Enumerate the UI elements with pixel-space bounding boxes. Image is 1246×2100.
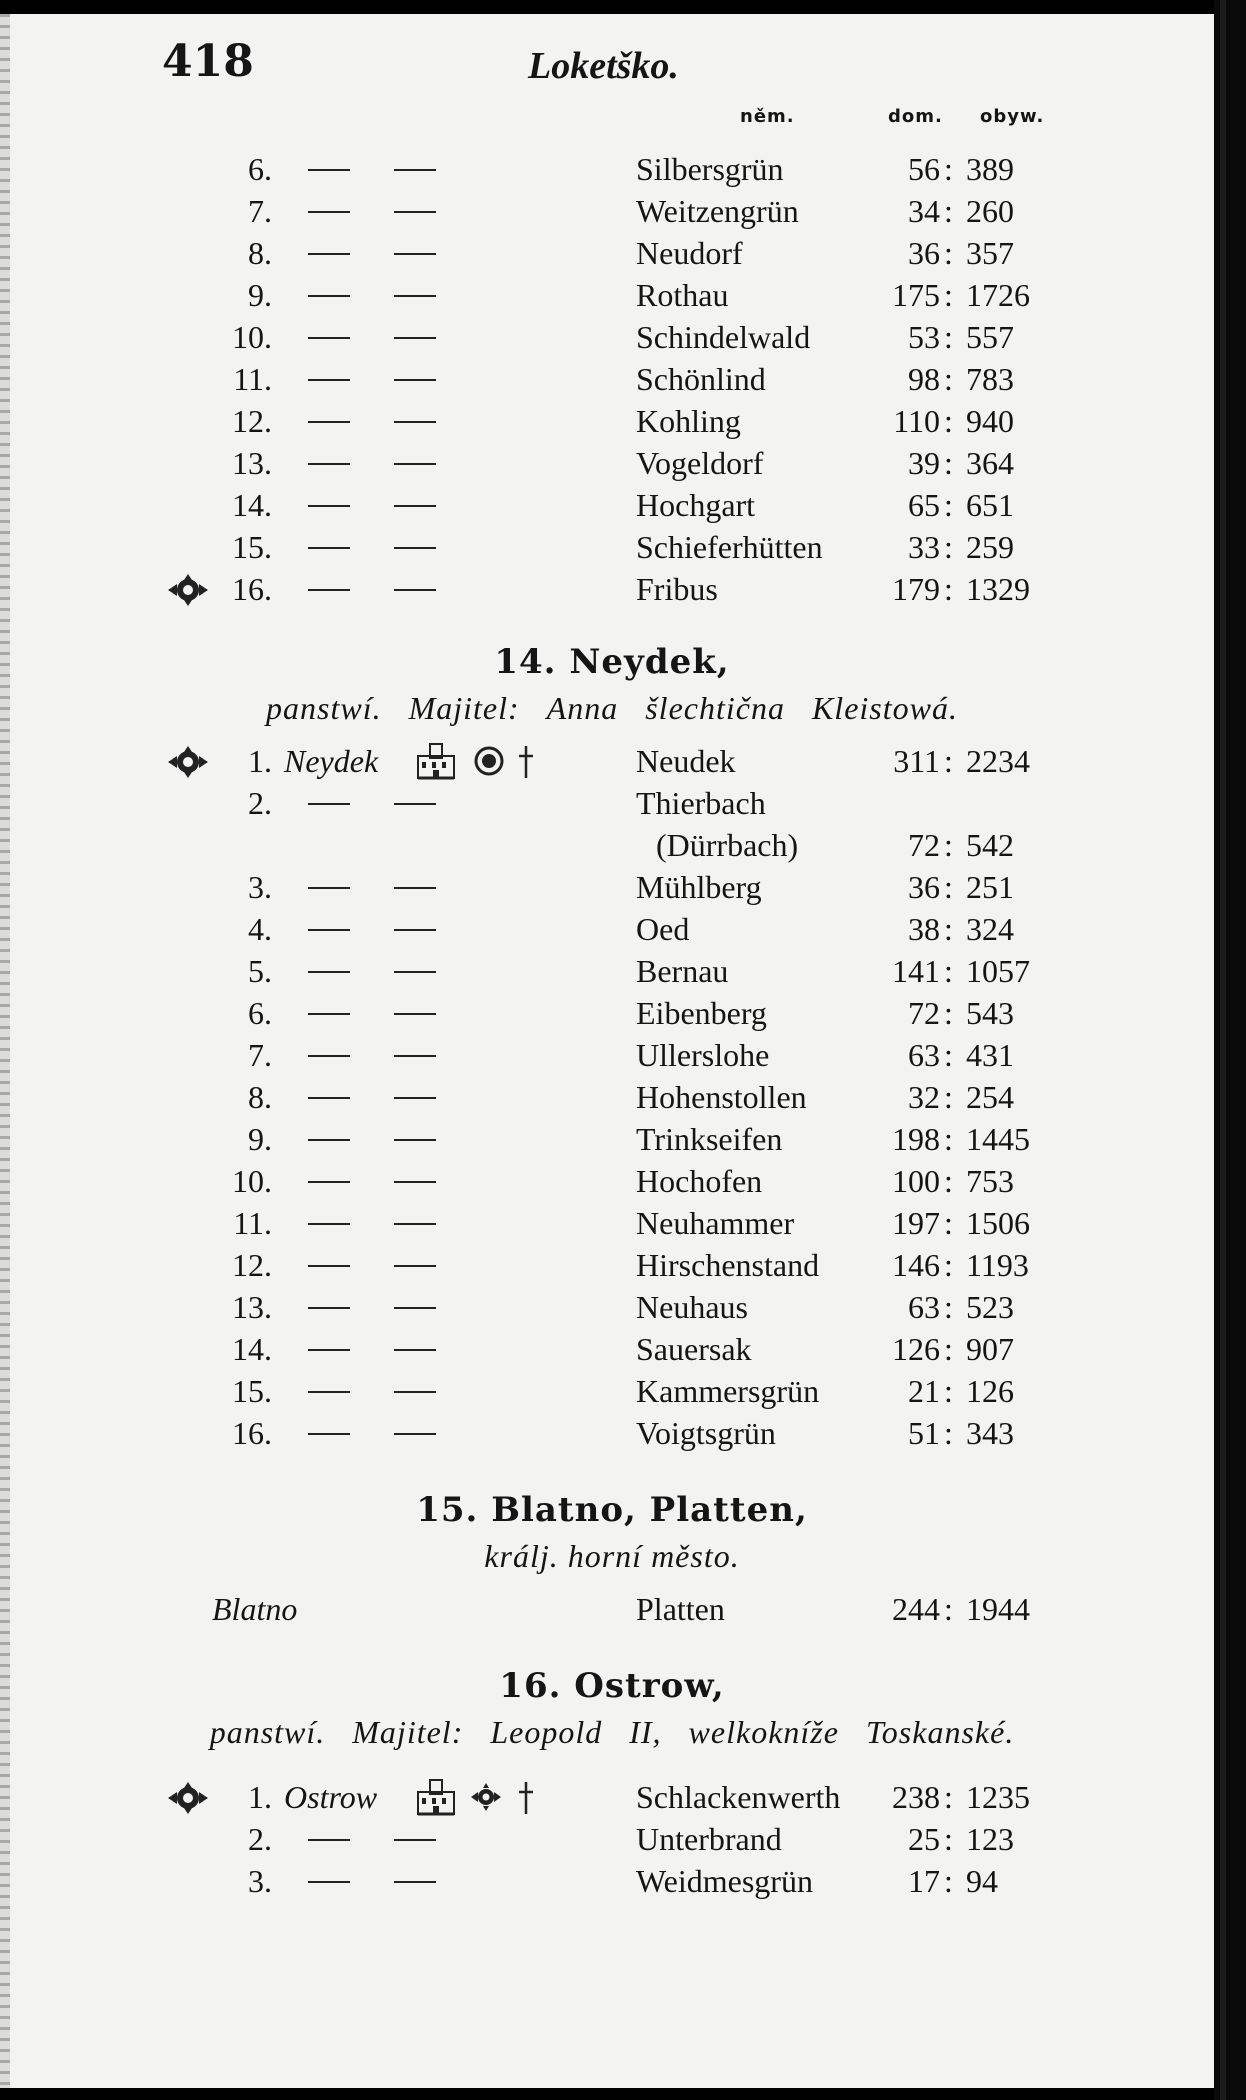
scan-border — [1214, 0, 1246, 2100]
german-name: Neudek — [636, 743, 736, 779]
ditto-dash — [394, 253, 436, 255]
ditto-dash — [308, 1055, 350, 1057]
german-name: Weitzengrün — [636, 193, 799, 229]
ditto-dash — [308, 1265, 350, 1267]
inhabitants-count: 260 — [966, 193, 1014, 229]
row-number: 3. — [248, 1863, 272, 1899]
separator: : — [944, 995, 953, 1031]
ditto-dash — [308, 1349, 350, 1351]
row-number: 8. — [248, 235, 272, 271]
german-name: Hochofen — [636, 1163, 763, 1199]
row-number: 15. — [232, 1373, 272, 1409]
separator: : — [944, 1779, 953, 1815]
place-row — [0, 442, 1224, 484]
column-header-houses: dom. — [888, 106, 943, 127]
ditto-dash — [394, 1181, 436, 1183]
separator: : — [944, 911, 953, 947]
binding-edge — [0, 14, 10, 2088]
ditto-dash — [394, 1433, 436, 1435]
ditto-dash — [308, 1391, 350, 1393]
inhabitants-count: 251 — [966, 869, 1014, 905]
place-row — [0, 232, 1224, 274]
separator: : — [944, 1331, 953, 1367]
section-15-title: 15. Blatno, Platten, — [416, 1490, 808, 1530]
german-name: Mühlberg — [636, 869, 762, 905]
german-name: Rothau — [636, 277, 729, 313]
inhabitants-count: 324 — [966, 911, 1014, 947]
houses-count: 33 — [908, 529, 940, 565]
houses-count: 244 — [892, 1591, 940, 1627]
ditto-dash — [308, 1881, 350, 1883]
separator: : — [944, 571, 953, 607]
inhabitants-count: 1057 — [966, 953, 1030, 989]
row-number: 10. — [232, 1163, 272, 1199]
inhabitants-count: 1193 — [966, 1247, 1029, 1283]
houses-count: 175 — [892, 277, 940, 313]
german-name: Neuhaus — [636, 1289, 748, 1325]
houses-count: 39 — [908, 445, 940, 481]
inhabitants-count: 254 — [966, 1079, 1014, 1115]
inhabitants-count: 907 — [966, 1331, 1014, 1367]
inhabitants-count: 557 — [966, 319, 1014, 355]
place-row-continued — [0, 824, 1224, 866]
ditto-dash — [308, 1223, 350, 1225]
sub-word: Majitel: — [408, 690, 520, 726]
place-row — [0, 866, 1224, 908]
german-name: Weidmesgrün — [636, 1863, 813, 1899]
ditto-dash — [394, 505, 436, 507]
running-title: Loketško. — [528, 45, 679, 87]
separator: : — [944, 193, 953, 229]
separator: : — [944, 277, 953, 313]
ditto-dash — [308, 1433, 350, 1435]
ditto-dash — [394, 887, 436, 889]
inhabitants-count: 1445 — [966, 1121, 1030, 1157]
place-row — [0, 908, 1224, 950]
row-number: 8. — [248, 1079, 272, 1115]
separator: : — [944, 319, 953, 355]
sub-word: welkokníže — [688, 1714, 839, 1750]
inhabitants-count: 357 — [966, 235, 1014, 271]
inhabitants-count: 1235 — [966, 1779, 1030, 1815]
houses-count: 126 — [892, 1331, 940, 1367]
inhabitants-count: 1329 — [966, 571, 1030, 607]
inhabitants-count: 542 — [966, 827, 1014, 863]
row-number: 7. — [248, 1037, 272, 1073]
separator: : — [944, 361, 953, 397]
ditto-dash — [308, 463, 350, 465]
german-name: Sauersak — [636, 1331, 752, 1367]
separator: : — [944, 445, 953, 481]
place-row — [0, 1034, 1224, 1076]
ditto-dash — [394, 211, 436, 213]
place-row — [0, 1202, 1224, 1244]
ditto-dash — [308, 169, 350, 171]
place-row — [0, 316, 1224, 358]
row-number: 15. — [232, 529, 272, 565]
houses-count: 36 — [908, 869, 940, 905]
ditto-dash — [308, 1097, 350, 1099]
row-number: 1. — [248, 1779, 272, 1815]
inhabitants-count: 940 — [966, 403, 1014, 439]
inhabitants-count: 126 — [966, 1373, 1014, 1409]
houses-count: 32 — [908, 1079, 940, 1115]
page-number: 418 — [162, 36, 254, 87]
houses-count: 25 — [908, 1821, 940, 1857]
separator: : — [944, 953, 953, 989]
ditto-dash — [394, 169, 436, 171]
place-row — [0, 358, 1224, 400]
ditto-dash — [308, 929, 350, 931]
ditto-dash — [308, 1181, 350, 1183]
section-16-owner-line — [0, 1714, 1224, 1751]
german-name: Fribus — [636, 571, 718, 607]
houses-count: 51 — [908, 1415, 940, 1451]
houses-count: 98 — [908, 361, 940, 397]
separator: : — [944, 1591, 953, 1627]
row-number: 9. — [248, 277, 272, 313]
separator: : — [944, 1415, 953, 1451]
place-row — [0, 274, 1224, 316]
sub-word: panstwí. — [266, 690, 382, 726]
cross-icon — [516, 742, 536, 780]
ditto-dash — [394, 1265, 436, 1267]
row-number: 9. — [248, 1121, 272, 1157]
houses-count: 179 — [892, 571, 940, 607]
inhabitants-count: 651 — [966, 487, 1014, 523]
ditto-dash — [308, 1307, 350, 1309]
ditto-dash — [308, 547, 350, 549]
ditto-dash — [394, 589, 436, 591]
row-number: 14. — [232, 1331, 272, 1367]
separator: : — [944, 1289, 953, 1325]
place-row — [0, 1328, 1224, 1370]
ditto-dash — [394, 1307, 436, 1309]
houses-count: 238 — [892, 1779, 940, 1815]
czech-name: Ostrow — [284, 1779, 378, 1815]
inhabitants-count: 364 — [966, 445, 1014, 481]
houses-count: 63 — [908, 1289, 940, 1325]
ditto-dash — [308, 803, 350, 805]
ditto-dash — [308, 295, 350, 297]
houses-count: 146 — [892, 1247, 940, 1283]
inhabitants-count: 2234 — [966, 743, 1030, 779]
houses-count: 141 — [892, 953, 940, 989]
place-row — [0, 1076, 1224, 1118]
row-number: 11. — [233, 1205, 272, 1241]
sub-word: Leopold — [490, 1714, 603, 1750]
section-15-subtitle: králj. horní město. — [484, 1538, 740, 1574]
row-number: 16. — [232, 571, 272, 607]
castle-icon — [416, 742, 456, 780]
houses-count: 34 — [908, 193, 940, 229]
place-row — [0, 526, 1224, 568]
ditto-dash — [394, 1881, 436, 1883]
czech-name: Neydek — [284, 743, 379, 779]
german-name: Bernau — [636, 953, 729, 989]
ditto-dash — [308, 887, 350, 889]
german-name: Hochgart — [636, 487, 756, 523]
german-name: Kohling — [636, 403, 741, 439]
german-name: Platten — [636, 1591, 725, 1627]
wheel-icon — [466, 1782, 506, 1812]
german-name: Neuhammer — [636, 1205, 795, 1241]
place-row — [0, 1370, 1224, 1412]
german-name: Vogeldorf — [636, 445, 764, 481]
section-14-owner-line — [0, 690, 1224, 727]
scan-border-line — [1220, 0, 1226, 2100]
ditto-dash — [308, 589, 350, 591]
place-row — [0, 484, 1224, 526]
houses-count: 17 — [908, 1863, 940, 1899]
sub-word: Anna — [546, 690, 619, 726]
inhabitants-count: 753 — [966, 1163, 1014, 1199]
houses-count: 38 — [908, 911, 940, 947]
ditto-dash — [394, 1013, 436, 1015]
houses-count: 21 — [908, 1373, 940, 1409]
separator: : — [944, 235, 953, 271]
separator: : — [944, 1821, 953, 1857]
german-name: Voigtsgrün — [636, 1415, 776, 1451]
ditto-dash — [308, 337, 350, 339]
row-number: 11. — [233, 361, 272, 397]
ditto-dash — [394, 1223, 436, 1225]
row-number: 2. — [248, 785, 272, 821]
castle-icon — [416, 1778, 456, 1816]
book-page — [0, 14, 1224, 2088]
inhabitants-count: 259 — [966, 529, 1014, 565]
row-number: 6. — [248, 151, 272, 187]
ditto-dash — [308, 253, 350, 255]
separator: : — [944, 827, 953, 863]
ditto-dash — [394, 1391, 436, 1393]
row-number: 10. — [232, 319, 272, 355]
inhabitants-count: 123 — [966, 1821, 1014, 1857]
separator: : — [944, 869, 953, 905]
houses-count: 311 — [893, 743, 940, 779]
place-row — [0, 1412, 1224, 1454]
place-row — [0, 782, 1224, 824]
german-name: Ullerslohe — [636, 1037, 770, 1073]
column-header-inhabitants: obyw. — [980, 106, 1045, 127]
separator: : — [944, 1163, 953, 1199]
german-name: Hohenstollen — [636, 1079, 807, 1115]
place-row — [0, 950, 1224, 992]
german-name: Thierbach — [636, 785, 766, 821]
houses-count: 198 — [892, 1121, 940, 1157]
german-name: Hirschenstand — [636, 1247, 820, 1283]
ditto-dash — [394, 547, 436, 549]
ditto-dash — [394, 1055, 436, 1057]
sub-word: Kleistowá. — [811, 690, 958, 726]
place-row — [0, 148, 1224, 190]
inhabitants-count: 343 — [966, 1415, 1014, 1451]
german-name: Oed — [636, 911, 690, 947]
place-row — [0, 1776, 1224, 1818]
place-row — [0, 1588, 1224, 1630]
place-row — [0, 740, 1224, 782]
ditto-dash — [394, 295, 436, 297]
ditto-dash — [308, 379, 350, 381]
row-number: 5. — [248, 953, 272, 989]
houses-count: 65 — [908, 487, 940, 523]
place-row — [0, 1860, 1224, 1902]
houses-count: 53 — [908, 319, 940, 355]
row-number: 14. — [232, 487, 272, 523]
german-name: Trinkseifen — [636, 1121, 783, 1157]
inhabitants-count: 94 — [966, 1863, 998, 1899]
german-name: Schieferhütten — [636, 529, 823, 565]
ditto-dash — [308, 211, 350, 213]
place-row — [0, 1244, 1224, 1286]
houses-count: 72 — [908, 995, 940, 1031]
place-row — [0, 568, 1224, 610]
german-name: Unterbrand — [636, 1821, 782, 1857]
ditto-dash — [394, 1097, 436, 1099]
ditto-dash — [394, 1349, 436, 1351]
ditto-dash — [394, 379, 436, 381]
houses-count: 197 — [892, 1205, 940, 1241]
separator: : — [944, 529, 953, 565]
inhabitants-count: 1726 — [966, 277, 1030, 313]
row-number: 2. — [248, 1821, 272, 1857]
place-row — [0, 1160, 1224, 1202]
separator: : — [944, 1037, 953, 1073]
sub-word: Majitel: — [352, 1714, 464, 1750]
houses-count: 63 — [908, 1037, 940, 1073]
ditto-dash — [394, 929, 436, 931]
place-row — [0, 400, 1224, 442]
target-icon — [474, 746, 504, 776]
row-number: 4. — [248, 911, 272, 947]
german-name: Kammersgrün — [636, 1373, 820, 1409]
ditto-dash — [394, 803, 436, 805]
separator: : — [944, 403, 953, 439]
place-row — [0, 1818, 1224, 1860]
sub-word: II, — [629, 1714, 662, 1750]
section-16-title: 16. Ostrow, — [499, 1666, 725, 1706]
sub-word: panstwí. — [209, 1714, 326, 1750]
separator: : — [944, 487, 953, 523]
inhabitants-count: 389 — [966, 151, 1014, 187]
ditto-dash — [394, 1139, 436, 1141]
ditto-dash — [308, 505, 350, 507]
ditto-dash — [308, 1139, 350, 1141]
ditto-dash — [308, 1013, 350, 1015]
row-number: 13. — [232, 445, 272, 481]
sub-word: šlechtična — [645, 690, 785, 726]
column-header-german: něm. — [740, 106, 795, 127]
german-name: Schlackenwerth — [636, 1779, 841, 1815]
houses-count: 110 — [893, 403, 940, 439]
separator: : — [944, 1205, 953, 1241]
row-number: 12. — [232, 403, 272, 439]
row-number: 6. — [248, 995, 272, 1031]
cross-icon — [516, 1778, 536, 1816]
place-row — [0, 1118, 1224, 1160]
place-row — [0, 1286, 1224, 1328]
ditto-dash — [394, 421, 436, 423]
ditto-dash — [394, 971, 436, 973]
german-name: Schindelwald — [636, 319, 811, 355]
separator: : — [944, 1079, 953, 1115]
row-number: 1. — [248, 743, 272, 779]
ditto-dash — [394, 463, 436, 465]
row-number: 16. — [232, 1415, 272, 1451]
place-row — [0, 190, 1224, 232]
inhabitants-count: 783 — [966, 361, 1014, 397]
ditto-dash — [394, 337, 436, 339]
ditto-dash — [308, 421, 350, 423]
separator: : — [944, 1863, 953, 1899]
houses-count: 56 — [908, 151, 940, 187]
row-number: 12. — [232, 1247, 272, 1283]
german-name-alt: (Dürrbach) — [656, 827, 799, 863]
inhabitants-count: 1944 — [966, 1591, 1030, 1627]
inhabitants-count: 1506 — [966, 1205, 1030, 1241]
separator: : — [944, 1373, 953, 1409]
section-14-title: 14. Neydek, — [494, 642, 730, 682]
separator: : — [944, 743, 953, 779]
separator: : — [944, 1121, 953, 1157]
row-number: 7. — [248, 193, 272, 229]
separator: : — [944, 1247, 953, 1283]
german-name: Silbersgrün — [636, 151, 784, 187]
inhabitants-count: 523 — [966, 1289, 1014, 1325]
inhabitants-count: 543 — [966, 995, 1014, 1031]
german-name: Neudorf — [636, 235, 743, 271]
separator: : — [944, 151, 953, 187]
houses-count: 100 — [892, 1163, 940, 1199]
ditto-dash — [308, 971, 350, 973]
houses-count: 72 — [908, 827, 940, 863]
ditto-dash — [308, 1839, 350, 1841]
german-name: Schönlind — [636, 361, 766, 397]
row-number: 3. — [248, 869, 272, 905]
german-name: Eibenberg — [636, 995, 767, 1031]
ditto-dash — [394, 1839, 436, 1841]
sub-word: Toskanské. — [865, 1714, 1015, 1750]
row-number: 13. — [232, 1289, 272, 1325]
inhabitants-count: 431 — [966, 1037, 1014, 1073]
houses-count: 36 — [908, 235, 940, 271]
czech-name: Blatno — [212, 1591, 298, 1627]
place-row — [0, 992, 1224, 1034]
